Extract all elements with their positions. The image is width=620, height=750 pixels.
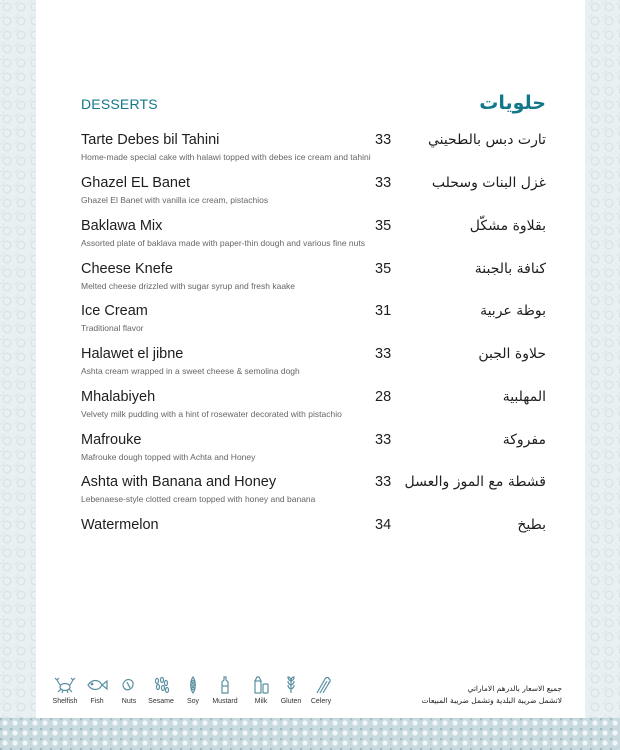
item-description: Melted cheese drizzled with sugar syrup and fresh kaake [81,281,296,291]
item-name: Mhalabiyeh [81,389,156,405]
allergen-label: Fish [90,698,104,705]
item-description: Ghazel El Banet with vanilla ice cream, pistachios [81,195,269,205]
item-price: 33 [375,432,392,448]
item-name: Mafrouke [81,432,142,448]
item-name-ar: المهلبية [502,389,546,405]
item-price: 33 [375,346,392,362]
item-price: 33 [375,132,392,148]
item-price: 35 [375,218,392,234]
section-title-ar: حلويات [479,92,546,114]
crab-icon [54,676,76,694]
menu-item [81,261,546,301]
item-name-ar: حلاوة الجبن [478,346,546,362]
item-name: Ghazel EL Banet [81,175,191,191]
item-name: Ice Cream [81,303,148,319]
item-description: Lebenaese-style clotted cream topped with honey and banana [81,494,316,504]
allergen-celery [305,676,337,705]
item-price: 33 [375,474,392,490]
menu-item [81,346,546,386]
allergen-label: Celery [310,698,332,705]
allergen-label: Gluten [280,698,302,705]
allergen-nuts [113,676,145,705]
nut-icon [118,676,140,694]
footnote-line: لاتشمل ضريبة البلدية وتشمل ضريبة المبيعات [421,696,562,705]
menu-item [81,432,546,472]
item-name: Watermelon [81,517,159,533]
item-price: 34 [375,517,392,533]
celery-icon [310,676,332,694]
fish-icon [86,676,108,694]
wheat-icon [280,676,302,694]
allergen-label: Mustard [212,698,238,705]
item-description: Home-made special cake with halawi topped with debes ice cream and tahini [81,152,371,162]
allergen-mustard [209,676,241,705]
section-title-en: DESSERTS [81,96,158,112]
allergen-label: Shelfish [52,698,78,705]
item-name: Tarte Debes bil Tahini [81,132,220,148]
item-name-ar: كنافة بالجبنة [474,261,546,277]
item-description: Mafrouke dough topped with Achta and Honey [81,452,256,462]
allergen-fish [81,676,113,705]
item-price: 33 [375,175,392,191]
item-name-ar: بوظة عربية [480,303,546,319]
sesame-icon [150,676,172,694]
item-name: Baklawa Mix [81,218,163,234]
price-footnote [421,683,562,707]
menu-item [81,218,546,258]
item-name-ar: بقلاوة مشكّل [469,218,546,234]
item-description: Assorted plate of baklava made with paper-thin dough and various fine nuts [81,238,365,248]
menu-item [81,175,546,215]
allergen-label: Nuts [121,698,137,705]
allergen-gluten [275,676,307,705]
item-description: Velvety milk pudding with a hint of rosewater decorated with pistachio [81,409,342,419]
allergen-soy [177,676,209,705]
mustard-icon [214,676,236,694]
allergen-label: Sesame [148,698,174,705]
item-name: Halawet el jibne [81,346,184,362]
allergen-milk [245,676,277,705]
decorative-bottom-band [0,718,620,750]
item-name-ar: بطيخ [517,517,546,533]
allergen-label: Soy [186,698,200,705]
item-description: Traditional flavor [81,323,144,333]
item-name: Ashta with Banana and Honey [81,474,277,490]
menu-item [81,303,546,343]
menu-item [81,132,546,172]
item-name-ar: تارت دبس بالطحيني [427,132,546,148]
menu-item [81,474,546,514]
item-name-ar: غزل البنات وسحلب [431,175,546,191]
item-price: 28 [375,389,392,405]
item-name-ar: مفروكة [502,432,546,448]
allergen-sesame [145,676,177,705]
allergen-shellfish [49,676,81,705]
milk-icon [250,676,272,694]
footnote-line: جميع الاسعار بالدرهم الاماراتي [467,684,562,693]
allergen-label: Milk [254,698,268,705]
item-price: 35 [375,261,392,277]
item-name: Cheese Knefe [81,261,173,277]
menu-item [81,389,546,429]
soy-icon [182,676,204,694]
item-price: 31 [375,303,392,319]
menu-item [81,517,546,557]
item-description: Ashta cream wrapped in a sweet cheese & semolina dogh [81,366,300,376]
item-name-ar: قشطة مع الموز والعسل [404,474,546,490]
